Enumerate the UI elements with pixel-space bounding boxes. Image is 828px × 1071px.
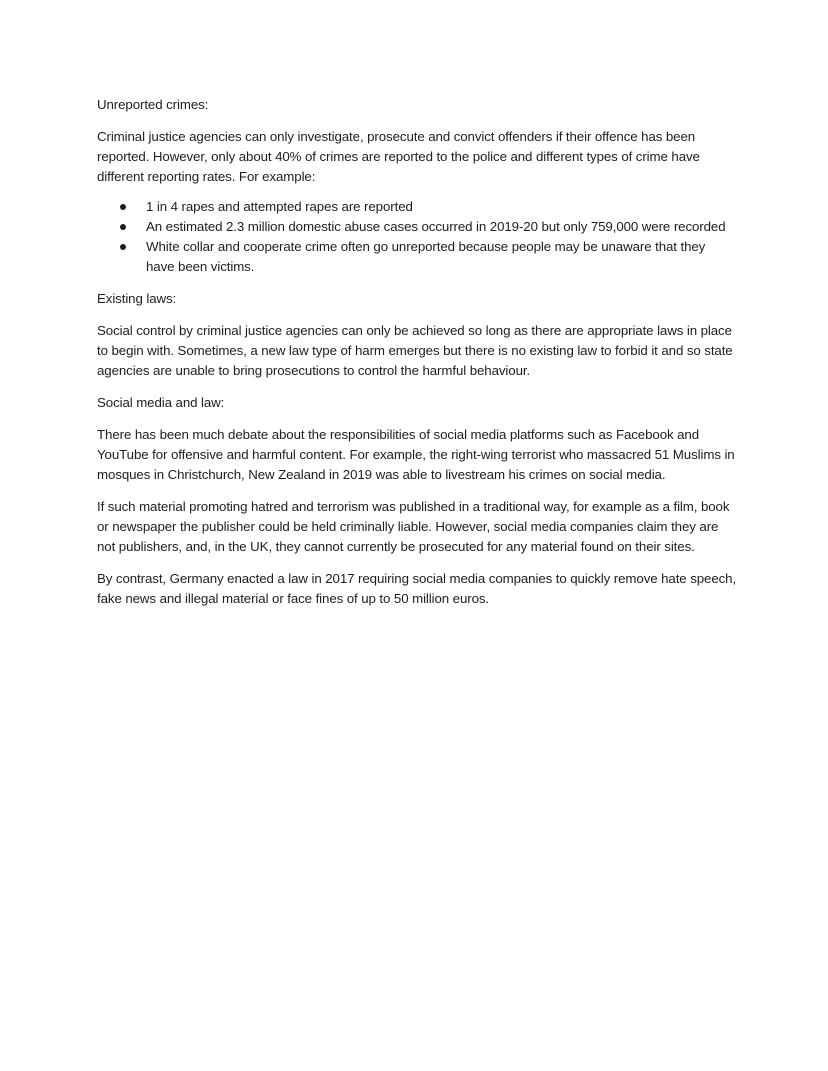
document-page <box>97 95 737 621</box>
paragraph-existing-laws: Social control by criminal justice agencies can only be achieved so long as there are appropriate laws in place to begin with. Sometimes, a new law type of harm emerges but there is no existing law to forbid it and so state agencies are unable to bring prosecutions to control the harmful behaviour. <box>97 323 733 378</box>
bullet-list-unreported-crimes <box>97 197 737 277</box>
list-item-text: 1 in 4 rapes and attempted rapes are reported <box>146 199 413 214</box>
bullet-icon <box>120 224 126 230</box>
list-item <box>97 217 737 237</box>
paragraph-social-media-debate: There has been much debate about the responsibilities of social media platforms such as Facebook and YouTube for offensive and harmful content. For example, the right-wing terrorist who massacred 51 Muslims in mosques in Christchurch, New Zealand in 2019 was able to livestream his crimes on social media. <box>97 427 735 482</box>
list-item <box>97 237 737 277</box>
list-item-text: White collar and cooperate crime often go unreported because people may be unaware that they have been victims. <box>146 239 706 274</box>
section-heading-social-media-and-law: Social media and law: <box>97 395 225 410</box>
list-item <box>97 197 737 217</box>
list-item-text: An estimated 2.3 million domestic abuse cases occurred in 2019-20 but only 759,000 were recorded <box>146 219 726 234</box>
paragraph-traditional-publishing: If such material promoting hatred and terrorism was published in a traditional way, for example as a film, book or newspaper the publisher could be held criminally liable. However, social media companies claim they are not publishers, and, in the UK, they cannot currently be prosecuted for any material found on their sites. <box>97 499 730 554</box>
section-heading-unreported-crimes: Unreported crimes: <box>97 97 209 112</box>
section-heading-existing-laws: Existing laws: <box>97 291 177 306</box>
paragraph-germany-law: By contrast, Germany enacted a law in 2017 requiring social media companies to quickly remove hate speech, fake news and illegal material or face fines of up to 50 million euros. <box>97 571 737 606</box>
paragraph-unreported-crimes-intro: Criminal justice agencies can only investigate, prosecute and convict offenders if their offence has been reported. However, only about 40% of crimes are reported to the police and different types of crime have different reporting rates. For example: <box>97 129 700 184</box>
bullet-icon <box>120 204 126 210</box>
bullet-icon <box>120 244 126 250</box>
